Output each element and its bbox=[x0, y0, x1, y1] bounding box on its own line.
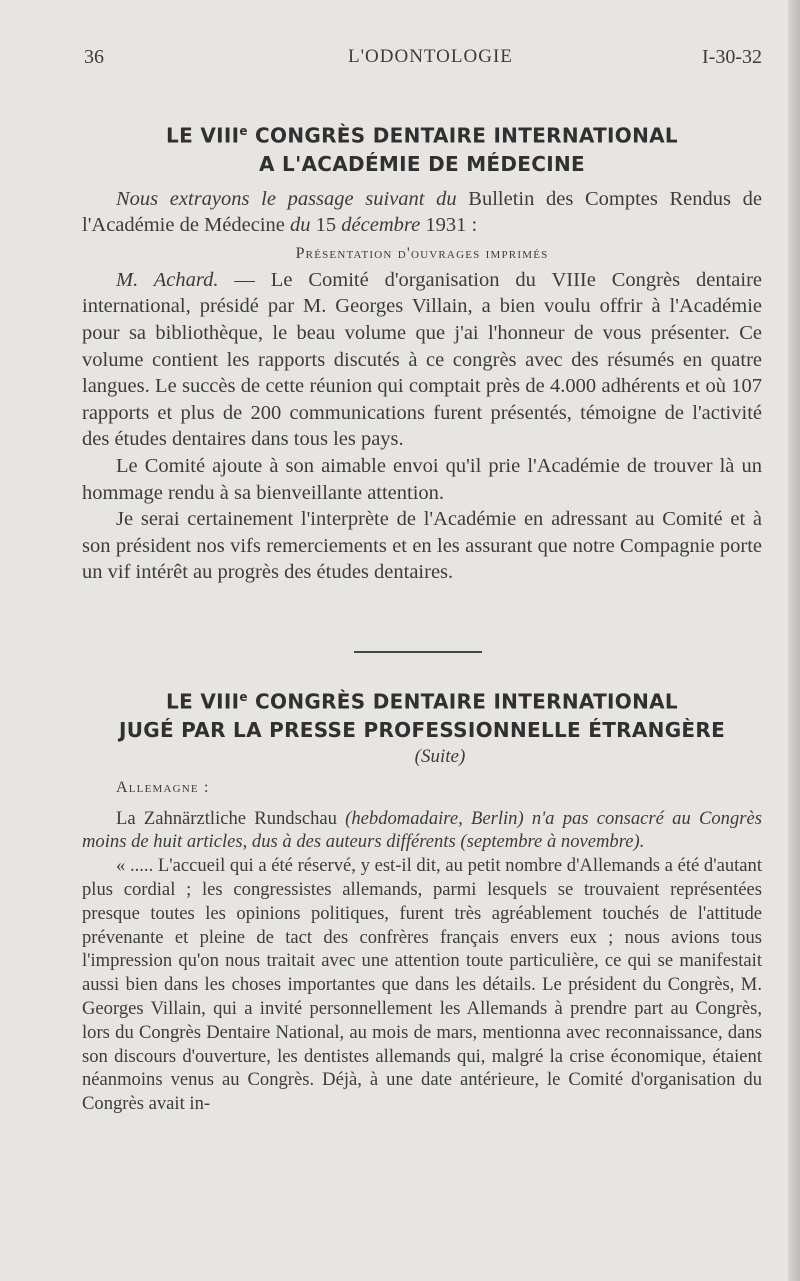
page-edge bbox=[788, 0, 800, 1281]
article-1-paragraph-3: Je serai certainement l'interprète de l'Académie en adressant au Comité et à son président nos vifs remerciements et en les assurant que notre Compagnie porte un vif intérêt au progrès des études dentaires. bbox=[82, 508, 762, 584]
article-2 bbox=[82, 683, 762, 1116]
article-2-intro: La Zahnärztliche Rundschau (hebdomadaire, Berlin) n'a pas consacré au Congrès moins de huit articles, dus à des auteurs différents (septembre à novembre). bbox=[82, 807, 762, 853]
issue-date: I-30-32 bbox=[702, 46, 762, 68]
running-head bbox=[84, 46, 762, 72]
article-2-title-line-2: JUGÉ PAR LA PRESSE PROFESSIONNELLE ÉTRANGÈRE bbox=[118, 717, 726, 742]
article-2-quote: « ..... L'accueil qui a été réservé, y est-il dit, au petit nombre d'Allemands a été d'autant plus cordial ; les congressistes allemands, parmi lesquels se trouvaient représentées presque toutes les opinions politiques, furent très agréablement touchés de l'attitude prévenante et pleine de tact des confrères français envers eux ; nous avions tous l'impression qu'on nous traitait avec une attention toute particulière, ce qui se manifestait aussi bien dans les choses importantes que dans les détails. Le président du Congrès, M. Georges Villain, qui a invité personnellement les Allemands à prendre part au Congrès, lors du Congrès Dentaire National, au mois de mars, mentionna avec reconnaissance, dans son discours d'ouverture, les dentistes allemands qui, malgré la crise économique, étaient néanmoins venus au Congrès. Déjà, à une date antérieure, le Comité d'organisation du Congrès avait in- bbox=[82, 855, 762, 1115]
article-1-intro: Nous extrayons le passage suivant du Bulletin des Comptes Rendus de l'Académie de Médecine du 15 décembre 1931 : bbox=[82, 187, 763, 237]
article-2-title-line-1: LE VIIIe CONGRÈS DENTAIRE INTERNATIONAL bbox=[166, 689, 678, 714]
article-2-subtitle: (Suite) bbox=[414, 745, 466, 767]
section-divider bbox=[354, 651, 482, 653]
section-heading: Présentation d'ouvrages imprimés bbox=[295, 244, 549, 262]
article-1-paragraph-2: Le Comité ajoute à son aimable envoi qu'il prie l'Académie de trouver là un hommage rendu à sa bienveillante attention. bbox=[82, 455, 762, 504]
article-1-title-line-2: A L'ACADÉMIE DE MÉDECINE bbox=[259, 151, 585, 176]
article-1-paragraph-1: M. Achard. — Le Comité d'organisation du VIIIe Congrès dentaire international, présidé par M. Georges Villain, a bien voulu offrir à l'Académie pour sa bibliothèque, le beau volume que j'ai l'honneur de vous présenter. Ce volume contient les rapports discutés à ce congrès avec des résumés en quatre langues. Le succès de cette réunion qui comptait près de 4.000 adhérents et où 107 rapports et plus de 200 communications furent présentés, témoigne de l'activité des études dentaires dans tous les pays. bbox=[82, 268, 763, 451]
page-number: 36 bbox=[84, 46, 104, 68]
article-1-title-line-1: LE VIIIe CONGRÈS DENTAIRE INTERNATIONAL bbox=[166, 123, 678, 148]
country-heading: Allemagne : bbox=[116, 778, 210, 796]
journal-title: L'ODONTOLOGIE bbox=[348, 46, 513, 67]
article-1 bbox=[82, 117, 762, 586]
